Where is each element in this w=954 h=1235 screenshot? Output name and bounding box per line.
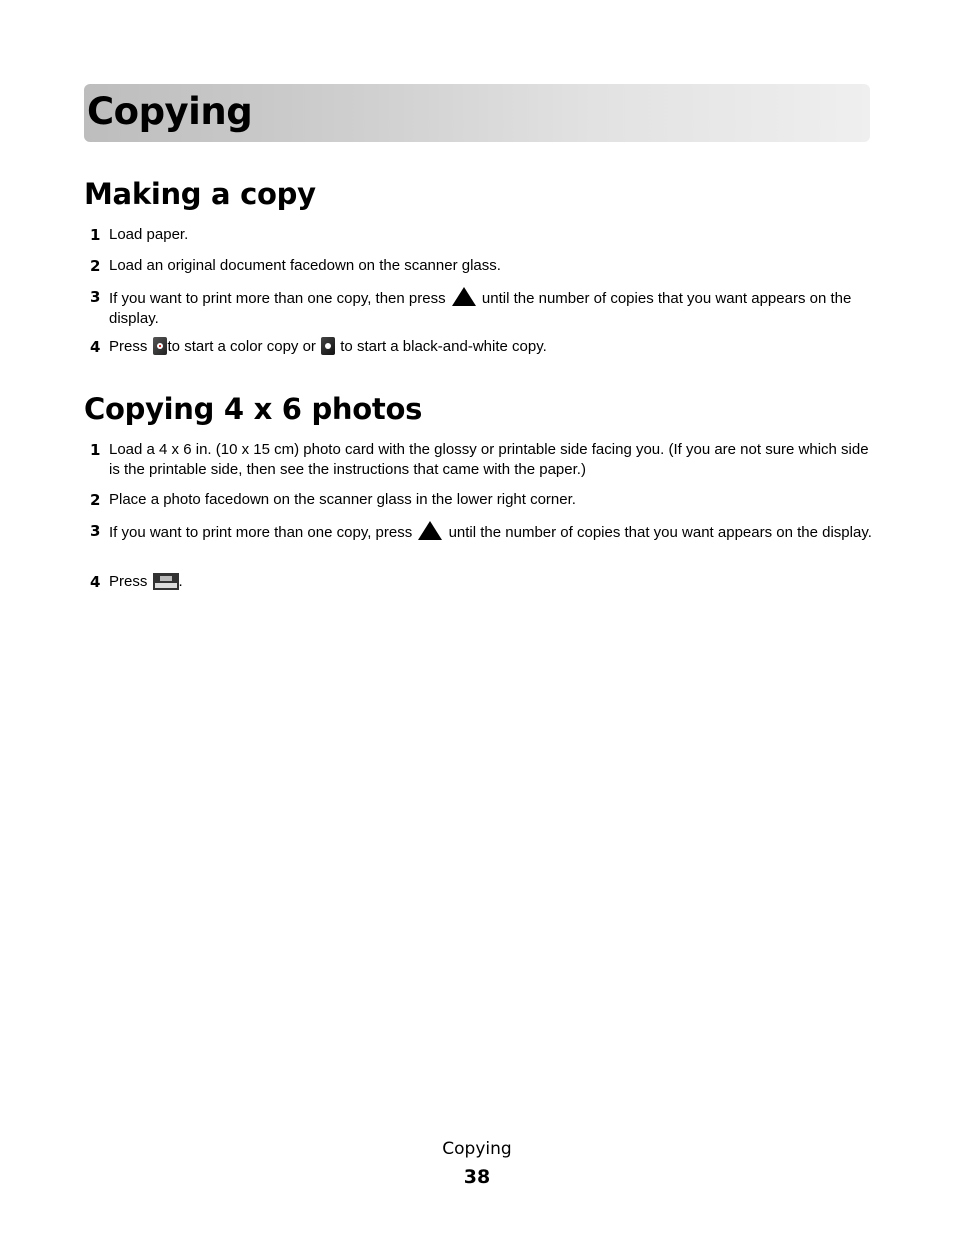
step-text: Load an original document facedown on the scanner glass. bbox=[109, 257, 501, 274]
step-number: 1 bbox=[90, 441, 101, 459]
step-number: 1 bbox=[90, 226, 101, 244]
step-text bbox=[109, 521, 874, 543]
step-4 bbox=[84, 572, 874, 592]
footer-section-title: Copying bbox=[442, 1139, 512, 1159]
step-2 bbox=[84, 490, 874, 510]
section-heading-copying-photos: Copying 4 x 6 photos bbox=[84, 392, 423, 426]
step-text-part: . bbox=[178, 573, 183, 590]
color-copy-button-icon bbox=[153, 337, 167, 355]
step-3 bbox=[84, 287, 874, 329]
step-text-part: If you want to print more than one copy, press bbox=[109, 524, 413, 541]
photo-copy-button-icon bbox=[153, 573, 179, 590]
black-and-white-copy-button-icon bbox=[321, 337, 335, 355]
step-text-part: to start a color copy or bbox=[167, 338, 316, 355]
step-number: 4 bbox=[90, 338, 101, 356]
step-text-part: If you want to print more than one copy, then press bbox=[109, 290, 446, 307]
step-text bbox=[109, 572, 874, 592]
up-arrow-icon bbox=[418, 521, 442, 540]
step-text-part: to start a black-and-white copy. bbox=[340, 338, 547, 355]
step-text: Place a photo facedown on the scanner glass in the lower right corner. bbox=[109, 491, 576, 508]
chapter-title: Copying bbox=[87, 90, 253, 133]
step-text-part: Press bbox=[109, 573, 148, 590]
step-1 bbox=[84, 225, 874, 245]
step-number: 3 bbox=[90, 288, 101, 306]
step-2 bbox=[84, 256, 874, 276]
step-4 bbox=[84, 337, 874, 357]
step-number: 4 bbox=[90, 573, 101, 591]
step-text-part: Press bbox=[109, 338, 148, 355]
up-arrow-icon bbox=[452, 287, 476, 306]
step-number: 2 bbox=[90, 491, 101, 509]
step-text bbox=[109, 287, 874, 329]
page-number: 38 bbox=[463, 1166, 491, 1188]
step-text-part: until the number of copies that you want appears on the display. bbox=[448, 524, 872, 541]
section-heading-making-a-copy: Making a copy bbox=[84, 177, 316, 211]
step-text: Load paper. bbox=[109, 226, 189, 243]
step-1 bbox=[84, 440, 874, 480]
step-number: 3 bbox=[90, 522, 101, 540]
step-number: 2 bbox=[90, 257, 101, 275]
chapter-banner bbox=[84, 84, 870, 142]
step-3 bbox=[84, 521, 874, 543]
step-text-part: until the number of copies that you want appears on the display. bbox=[109, 290, 852, 327]
step-text bbox=[109, 337, 874, 357]
step-text: Load a 4 x 6 in. (10 x 15 cm) photo card with the glossy or printable side facing you. (If you are not sure which side is the printable side, then see the instructions that came with the paper.) bbox=[109, 441, 869, 478]
